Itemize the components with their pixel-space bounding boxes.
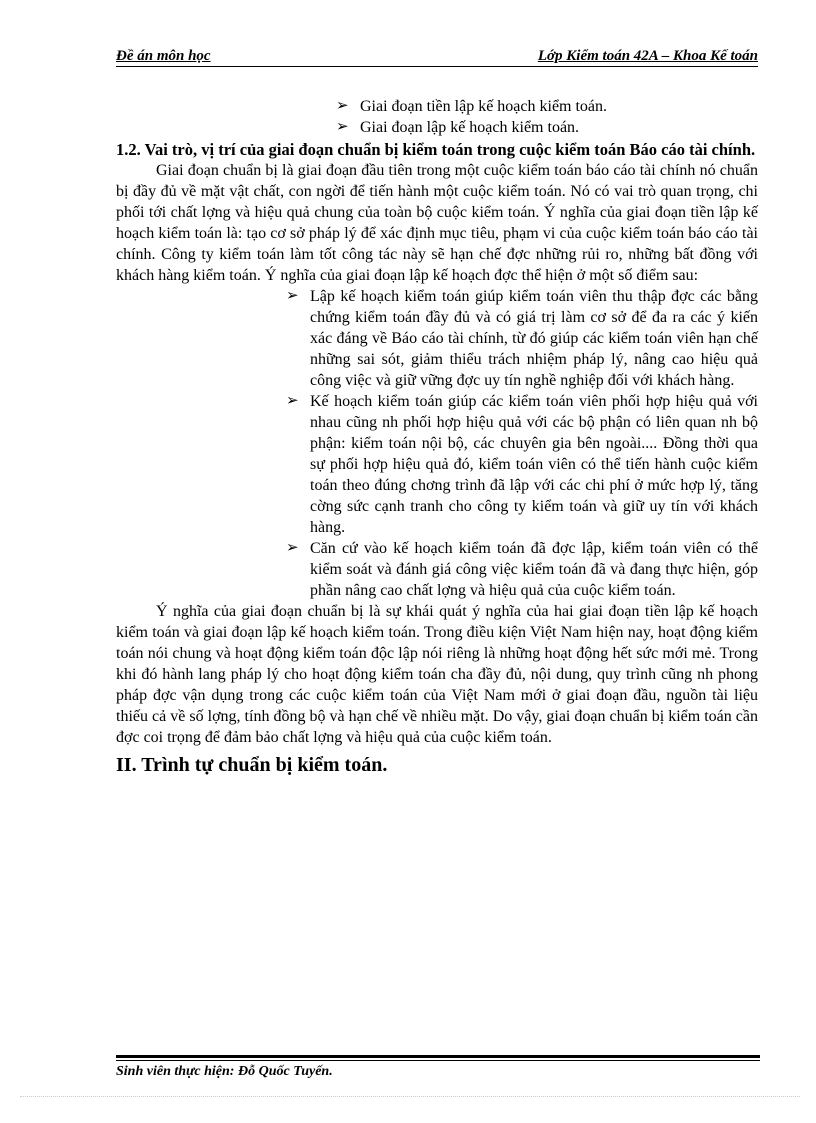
arrow-bullet-icon: ➢ — [336, 98, 349, 114]
arrow-bullet-icon: ➢ — [286, 393, 299, 409]
header-divider — [116, 66, 758, 67]
list-item — [286, 286, 758, 391]
list-item-text: Lập kế hoạch kiểm toán giúp kiểm toán viên thu thập đợc các bằng chứng kiểm toán đầy đủ và có giá trị làm cơ sở để đa ra các ý kiến xác đáng về Báo cáo tài chính, từ đó giúp các kiểm toán viên hạn chế những sai sót, giảm thiểu trách nhiệm pháp lý, nâng cao hiệu quả công việc và giữ vững đợc uy tín nghề nghiệp đối với khách hàng. — [310, 288, 758, 389]
list-item — [286, 538, 758, 601]
list-item-text: Căn cứ vào kế hoạch kiểm toán đã đợc lập, kiểm toán viên có thể kiểm soát và đánh giá công việc kiểm toán đã và đang thực hiện, góp phần nâng cao chất lợng và hiệu quả của cuộc kiểm toán. — [310, 540, 758, 599]
page-bottom-border — [20, 1096, 800, 1097]
list-item-text: Kế hoạch kiểm toán giúp các kiểm toán viên phối hợp hiệu quả với nhau cũng nh phối hợp hiệu quả với các bộ phận có liên quan nh bộ phận: kiểm toán nội bộ, các chuyên gia bên ngoài.... Đồng thời qua sự phối hợp hiệu quả đó, kiểm toán viên có thể tiến hành cuộc kiểm toán theo đúng chơng trình đã lập với các chi phí ở mức hợp lý, tăng cờng sức cạnh tranh cho công ty kiểm toán và giữ uy tín với khách hàng. — [310, 393, 758, 536]
list-item-text: Giai đoạn lập kế hoạch kiểm toán. — [360, 119, 580, 136]
chapter-heading: II. Trình tự chuẩn bị kiểm toán. — [116, 754, 388, 776]
arrow-bullet-icon: ➢ — [336, 119, 349, 135]
page-footer-author: Sinh viên thực hiện: Đỗ Quốc Tuyến. — [116, 1064, 333, 1079]
arrow-bullet-icon: ➢ — [286, 540, 299, 556]
list-item — [286, 391, 758, 538]
paragraph: Giai đoạn chuẩn bị là giai đoạn đầu tiên trong một cuộc kiểm toán báo cáo tài chính nó chuẩn bị đầy đủ về mặt vật chất, con ngời để tiến hành một cuộc kiểm toán. Nó có vai trò quan trọng, chi phối tới chất lợng và hiệu quả chung của toàn bộ cuộc kiểm toán. Ý nghĩa của giai đoạn tiền lập kế hoạch kiểm toán là: tạo cơ sở pháp lý để xác định mục tiêu, phạm vi của cuộc kiểm toán báo cáo tài chính. Công ty kiểm toán làm tốt công tác này sẽ hạn chế đợc những rủi ro, những bất đồng với khách hàng kiểm toán. Ý nghĩa của giai đoạn lập kế hoạch đợc thể hiện ở một số điểm sau: — [116, 162, 758, 284]
header-course-title: Đề án môn học — [116, 48, 211, 64]
list-item-text: Giai đoạn tiền lập kế hoạch kiểm toán. — [360, 98, 608, 115]
list-item — [336, 96, 758, 117]
arrow-bullet-icon: ➢ — [286, 288, 299, 304]
document-body — [116, 96, 758, 778]
header-class-info: Lớp Kiểm toán 42A – Khoa Kế toán — [537, 48, 758, 64]
footer-divider-thin — [116, 1060, 760, 1061]
list-item — [336, 117, 758, 138]
footer-divider-thick — [116, 1055, 760, 1058]
paragraph: Ý nghĩa của giai đoạn chuẩn bị là sự khái quát ý nghĩa của hai giai đoạn tiền lập kế hoạch kiểm toán và giai đoạn lập kế hoạch kiểm toán. Trong điều kiện Việt Nam hiện nay, hoạt động kiểm toán nói chung và hoạt động kiểm toán độc lập nói riêng là những hoạt động hết sức mới mẻ. Trong khi đó hành lang pháp lý cho hoạt động kiểm toán cha đầy đủ, nội dung, quy trình cũng nh phong pháp đợc vận dụng trong các cuộc kiểm toán của Việt Nam mới ở giai đoạn đầu, nguồn tài liệu thiếu cả về số lợng, tính đồng bộ và hạn chế về nhiều mặt. Do vậy, giai đoạn chuẩn bị kiểm toán cần đợc coi trọng để đảm bảo chất lợng và hiệu quả của cuộc kiểm toán. — [116, 603, 758, 746]
section-heading: 1.2. Vai trò, vị trí của giai đoạn chuẩn bị kiểm toán trong cuộc kiểm toán Báo cáo tài chính. — [116, 140, 756, 159]
